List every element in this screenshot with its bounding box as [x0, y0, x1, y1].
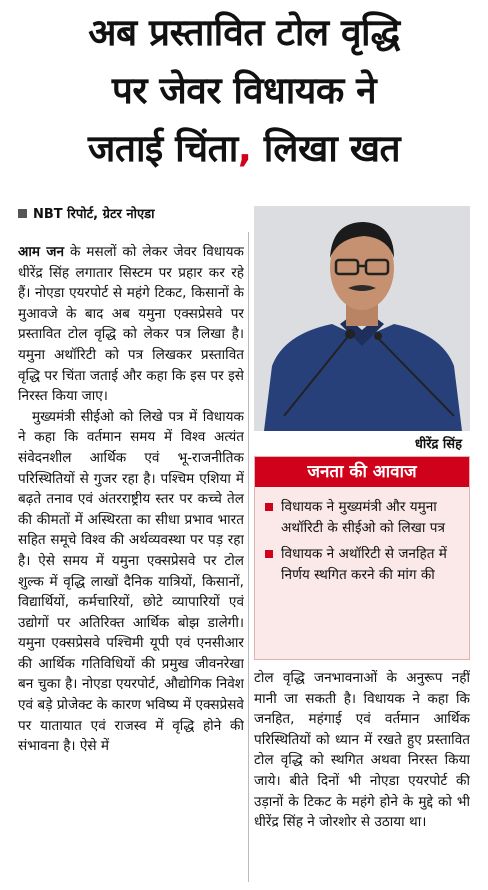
article-paragraph-1 [18, 242, 244, 407]
list-item-text: विधायक ने मुख्यमंत्री और यमुना अथॉरिटी के सीईओ को लिखा पत्र [281, 499, 445, 536]
headline-line-1: अब प्रस्तावित टोल वृद्धि [88, 11, 400, 54]
mla-photo [254, 206, 470, 431]
headline-comma: , [237, 127, 252, 170]
photo-caption: धीरेंद्र सिंह [414, 437, 462, 452]
headline-line-3a: जताई चिंता [87, 127, 238, 170]
square-bullet-icon [18, 209, 27, 218]
article-lead: आम जन [18, 244, 65, 260]
article-paragraph-2: मुख्यमंत्री सीईओ को लिखे पत्र में विधायक ने कहा कि वर्तमान समय में विश्व अत्यंत संवेदनशील आर्थिक एवं भू-राजनीतिक परिस्थितियों से गुजर रहा है। पश्चिम एशिया में बढ़ते तनाव एवं अंतरराष्ट्रीय स्तर पर कच्चे तेल की कीमतों में अस्थिरता का सीधा प्रभाव भारत सहित समूचे विश्व की अर्थव्यवस्था पर पड़ रहा है। ऐसे समय में यमुना एक्सप्रेसवे पर टोल शुल्क में वृद्धि लाखों दैनिक यात्रियों, किसानों, विद्यार्थियों, कर्मचारियों, छोटे व्यापारियों एवं उद्योगों पर अतिरिक्त आर्थिक बोझ डालेगी। यमुना एक्सप्रेसवे पश्चिमी यूपी एवं एनसीआर की आर्थिक गतिविधियों की प्रमुख जीवनरेखा बन चुका है। नोएडा एयरपोर्ट, औद्योगिक निवेश एवं बड़े प्रोजेक्ट के कारण भविष्य में एक्सप्रेसवे पर यातायात एवं राजस्व में वृद्धि होने की संभावना है। ऐसे में [18, 408, 244, 755]
column-divider [248, 232, 249, 882]
portrait-image [254, 206, 470, 431]
sidebar-box-list [255, 487, 469, 585]
headline-line-2: पर जेवर विधायक ने [111, 69, 377, 112]
square-bullet-icon [265, 503, 273, 511]
square-bullet-icon [265, 550, 273, 558]
list-item [265, 497, 461, 538]
sidebar-box-title: जनता की आवाज [255, 457, 469, 487]
byline [18, 204, 154, 222]
headline-line-3 [0, 120, 488, 178]
article-paragraph-3: टोल वृद्धि जनभावनाओं के अनुरूप नहीं मानी जा सकती है। विधायक ने कहा कि जनहित, महंगाई एवं वर्तमान आर्थिक परिस्थितियों को ध्यान में रखते हुए प्रस्तावित टोल वृद्धि को स्थगित अथवा निरस्त किया जाये। बीते दिनों भी नोएडा एयरपोर्ट की उड़ानों के टिकट के महंगे होने के मुद्दे को भी धीरेंद्र सिंह ने जोरशोर से उठाया था। [254, 670, 470, 831]
headline-line-3b: लिखा खत [251, 127, 401, 170]
list-item-text: विधायक ने अथॉरिटी से जनहित में निर्णय स्थगित करने की मांग की [281, 546, 447, 583]
article-paragraph-1-text: के मसलों को लेकर जेवर विधायक धीरेंद्र सिंह लगातार सिस्टम पर प्रहार कर रहे हैं। नोएडा एयरपोर्ट से महंगे टिकट, किसानों के मुआवजे के बाद अब यमुना एक्सप्रेसवे पर प्रस्तावित टोल वृद्धि को लेकर पत्र लिखा है। यमुना अथॉरिटी को पत्र लिखकर प्रस्तावित वृद्धि पर चिंता जताई और कहा कि इस पर इसे निरस्त किया जाए। [18, 244, 244, 405]
article-column-2 [254, 668, 470, 883]
article-column-1 [18, 242, 244, 882]
sidebar-box [254, 456, 470, 660]
list-item [265, 544, 461, 585]
headline [0, 4, 488, 178]
byline-text: NBT रिपोर्ट, ग्रेटर नोएडा [33, 207, 155, 222]
